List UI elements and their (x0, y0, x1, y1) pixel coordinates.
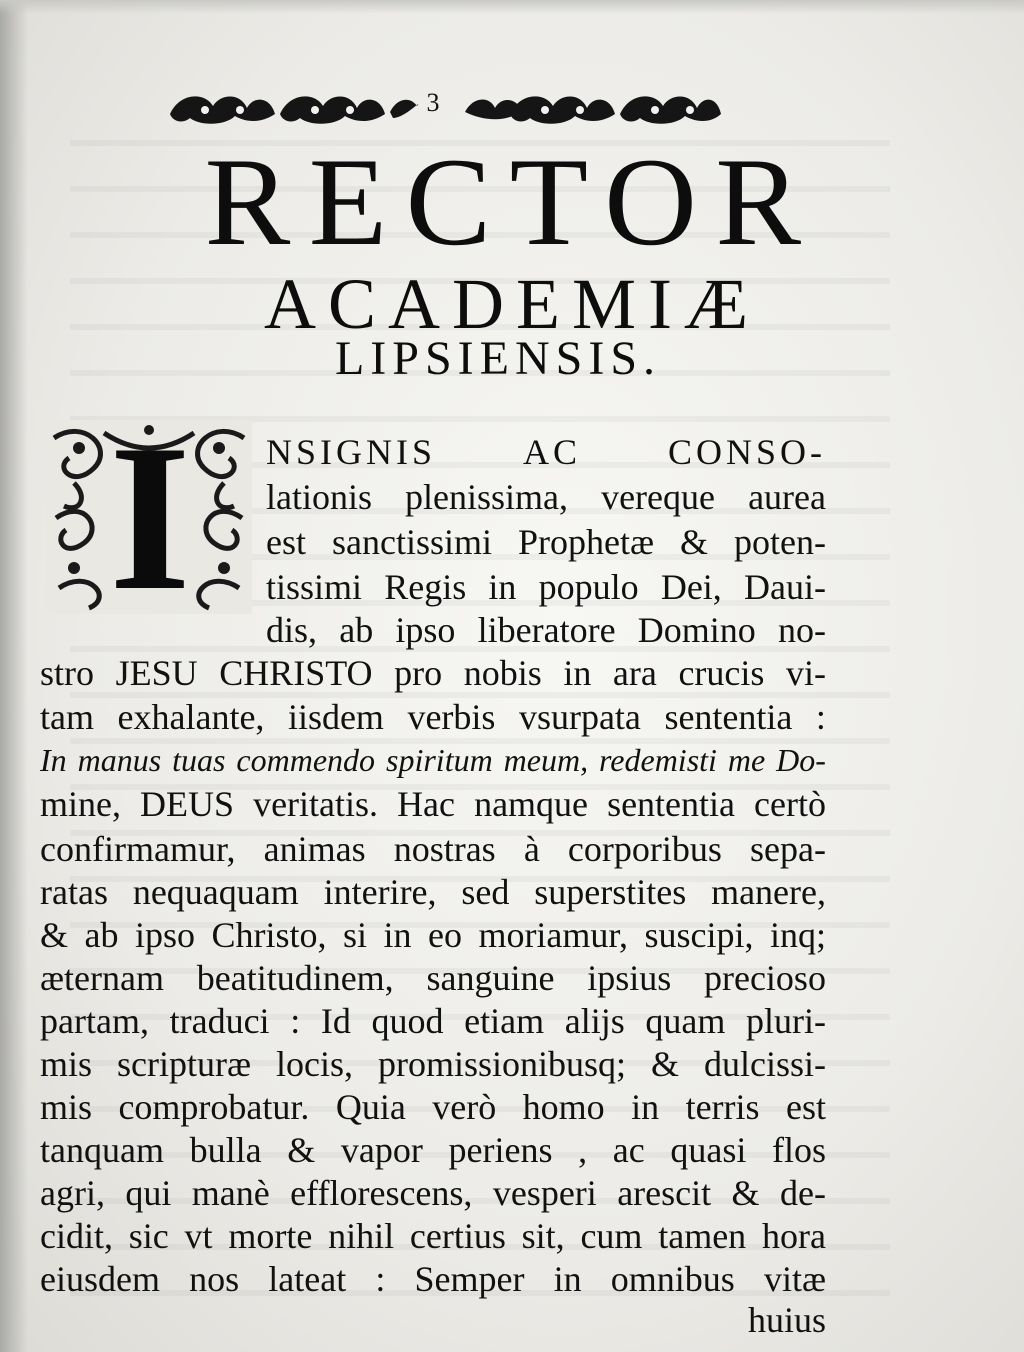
body-line-13: æternam beatitudinem, sanguine ipsius precioso (40, 958, 826, 998)
body-line-4: tissimi Regis in populo Dei, Daui- (266, 567, 826, 607)
body-line-8: In manus tuas commendo spiritum meum, redemisti me Do- (40, 742, 826, 778)
body-line-7: tam exhalante, iisdem verbis vsurpata sententia : (40, 697, 826, 737)
body-line-19: cidit, sic vt morte nihil certius sit, cum tamen hora (40, 1216, 826, 1256)
title-lipsiensis: LIPSIENSIS. (334, 332, 662, 385)
title-academiae: ACADEMIÆ (263, 264, 760, 344)
body-line-6: stro JESU CHRISTO pro nobis in ara crucis vi- (40, 653, 826, 693)
title-rector: RECTOR (204, 133, 820, 272)
body-line-3: est sanctissimi Prophetæ & poten- (266, 522, 826, 562)
body-line-18: agri, qui manè efflorescens, vesperi arescit & de- (40, 1173, 826, 1213)
body-line-20: eiusdem nos lateat : Semper in omnibus vitæ (40, 1259, 826, 1299)
body-line-2: lationis plenissima, vereque aurea (266, 477, 826, 517)
body-line-12: & ab ipso Christo, si in eo moriamur, suscipi, inq; (40, 915, 826, 955)
body-line-1: NSIGNIS AC CONSO- (266, 432, 826, 472)
initial-letter: I (109, 402, 191, 634)
body-line-9: mine, DEUS veritatis. Hac namque sententia certò (40, 784, 826, 824)
page-top-edge (0, 0, 1024, 14)
body-line-14: partam, traduci : Id quod etiam alijs quam pluri- (40, 1001, 826, 1041)
body-line-5: dis, ab ipso liberatore Domino no- (266, 610, 826, 650)
body-line-15: mis scripturæ locis, promissionibusq; & dulcissi- (40, 1044, 826, 1084)
body-line-10: confirmamur, animas nostras à corporibus sepa- (40, 829, 826, 869)
decorated-initial (44, 402, 256, 634)
page-number: 3 (426, 88, 440, 117)
body-line-11: ratas nequaquam interire, sed superstites manere, (40, 872, 826, 912)
catchword: huius (747, 1300, 826, 1340)
body-line-17: tanquam bulla & vapor periens , ac quasi flos (40, 1130, 826, 1170)
body-line-16: mis comprobatur. Quia verò homo in terris est (40, 1087, 826, 1127)
